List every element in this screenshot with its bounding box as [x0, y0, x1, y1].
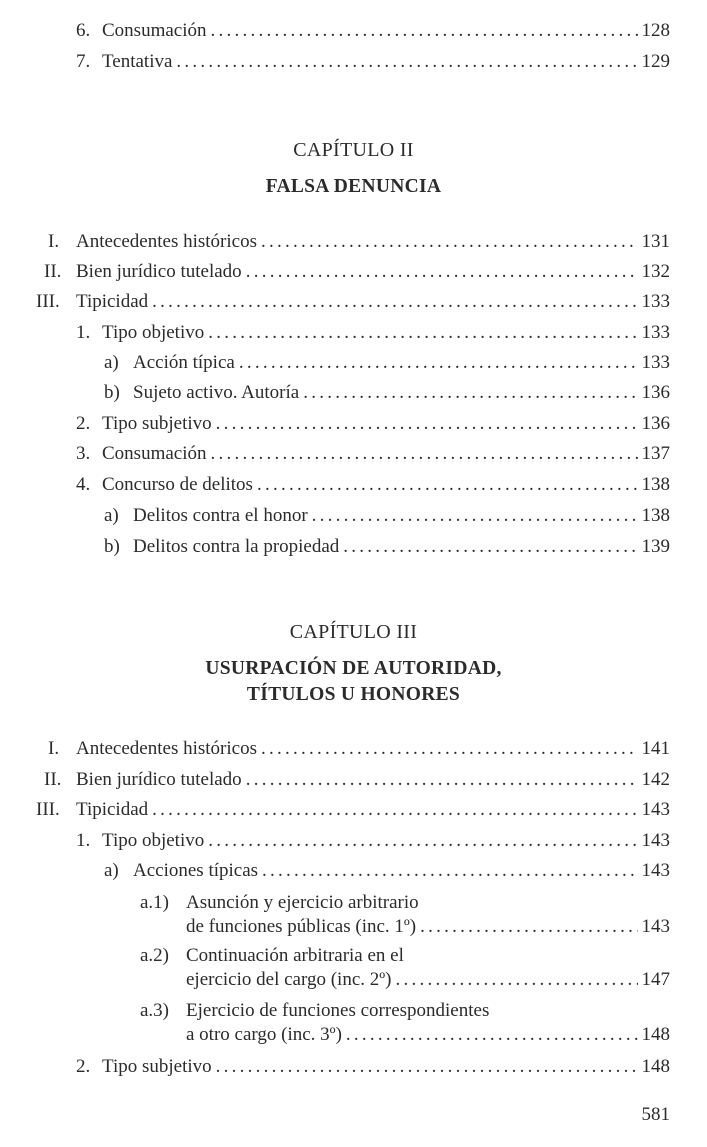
dot-leader [253, 472, 638, 498]
dot-leader [235, 350, 638, 376]
toc-entry [0, 914, 707, 940]
dot-leader [416, 914, 637, 940]
toc-entry [0, 1054, 707, 1080]
entry-title-line1: Asunción y ejercicio arbitrario [186, 892, 419, 913]
entry-number: b) [104, 382, 120, 403]
dot-leader [242, 767, 638, 793]
entry-title: Concurso de delitos [102, 474, 253, 495]
chapter-title: FALSA DENUNCIA [265, 176, 442, 197]
entry-number: a) [104, 860, 119, 881]
entry-title-line1: Continuación arbitraria en el [186, 945, 404, 966]
dot-leader [257, 736, 638, 762]
entry-page: 143 [641, 830, 670, 851]
entry-page: 147 [641, 969, 670, 990]
toc-entry [0, 858, 707, 884]
entry-title: ejercicio del cargo (inc. 2º) [186, 969, 392, 990]
chapter-title-line1: USURPACIÓN DE AUTORIDAD, [205, 658, 502, 679]
toc-entry [0, 289, 707, 315]
entry-title: Acciones típicas [133, 860, 259, 881]
entry-number: II. [44, 769, 62, 790]
dot-leader [172, 49, 637, 75]
entry-title: Tipo subjetivo [102, 1056, 212, 1077]
entry-title: Tentativa [102, 51, 173, 72]
entry-title: Delitos contra el honor [133, 505, 308, 526]
entry-title: Antecedentes históricos [76, 231, 257, 252]
toc-entry [0, 441, 707, 467]
dot-leader [308, 503, 638, 529]
entry-page: 141 [641, 738, 670, 759]
entry-number: a) [104, 352, 119, 373]
entry-page: 143 [641, 799, 670, 820]
dot-leader [204, 828, 637, 854]
toc-entry [0, 1022, 707, 1048]
entry-page: 133 [641, 322, 670, 343]
entry-page: 133 [641, 291, 670, 312]
dot-leader [212, 1054, 638, 1080]
entry-number: a) [104, 505, 119, 526]
entry-number: 7. [76, 51, 91, 72]
entry-page: 148 [641, 1056, 670, 1077]
entry-page: 137 [641, 443, 670, 464]
entry-page: 138 [641, 505, 670, 526]
entry-number: 1. [76, 322, 91, 343]
dot-leader [299, 380, 637, 406]
dot-leader [148, 797, 637, 823]
entry-title: a otro cargo (inc. 3º) [186, 1024, 342, 1045]
toc-entry [0, 411, 707, 437]
entry-number: b) [104, 536, 120, 557]
entry-page: 129 [641, 51, 670, 72]
toc-entry [0, 472, 707, 498]
entry-title: Delitos contra la propiedad [133, 536, 340, 557]
entry-title: Consumación [102, 443, 207, 464]
dot-leader [212, 411, 638, 437]
entry-page: 139 [641, 536, 670, 557]
entry-page: 136 [641, 413, 670, 434]
entry-number: 4. [76, 474, 91, 495]
dot-leader [207, 18, 638, 44]
entry-number: 3. [76, 443, 91, 464]
entry-number: 6. [76, 20, 91, 41]
entry-page: 136 [641, 382, 670, 403]
dot-leader [242, 259, 638, 285]
toc-entry [0, 967, 707, 993]
toc-entry [0, 259, 707, 285]
toc-entry-first-line [0, 890, 707, 916]
entry-number: I. [48, 231, 60, 252]
entry-number: a.1) [140, 892, 170, 913]
entry-title-line1: Ejercicio de funciones correspondientes [186, 1000, 490, 1021]
chapter-title-line2: TÍTULOS U HONORES [246, 684, 461, 705]
entry-page: 128 [641, 20, 670, 41]
dot-leader [258, 858, 637, 884]
entry-number: 2. [76, 413, 91, 434]
dot-leader [342, 1022, 638, 1048]
entry-page: 142 [641, 769, 670, 790]
entry-title: de funciones públicas (inc. 1º) [186, 916, 417, 937]
entry-title: Tipo objetivo [102, 322, 205, 343]
toc-entry [0, 49, 707, 75]
toc-entry [0, 736, 707, 762]
entry-number: 1. [76, 830, 91, 851]
dot-leader [207, 441, 638, 467]
entry-page: 143 [641, 860, 670, 881]
entry-title: Sujeto activo. Autoría [133, 382, 300, 403]
dot-leader [391, 967, 637, 993]
dot-leader [257, 229, 638, 255]
dot-leader [204, 320, 637, 346]
entry-title: Tipo objetivo [102, 830, 205, 851]
dot-leader [148, 289, 637, 315]
toc-entry [0, 18, 707, 44]
entry-title: Bien jurídico tutelado [76, 261, 242, 282]
entry-number: 2. [76, 1056, 91, 1077]
entry-number: III. [36, 799, 60, 820]
toc-entry [0, 320, 707, 346]
toc-entry [0, 503, 707, 529]
toc-entry [0, 229, 707, 255]
page-number: 581 [641, 1104, 670, 1125]
entry-number: a.2) [140, 945, 170, 966]
entry-number: a.3) [140, 1000, 170, 1021]
entry-page: 138 [641, 474, 670, 495]
chapter-number: CAPÍTULO II [293, 139, 414, 161]
toc-entry [0, 350, 707, 376]
entry-page: 131 [641, 231, 670, 252]
toc-entry-first-line [0, 998, 707, 1024]
entry-title: Bien jurídico tutelado [76, 769, 242, 790]
chapter-number: CAPÍTULO III [289, 621, 418, 643]
toc-entry [0, 380, 707, 406]
toc-entry-first-line [0, 943, 707, 969]
entry-number: III. [36, 291, 60, 312]
toc-entry [0, 767, 707, 793]
entry-number: I. [48, 738, 60, 759]
toc-entry [0, 534, 707, 560]
entry-number: II. [44, 261, 62, 282]
toc-entry [0, 797, 707, 823]
entry-title: Consumación [102, 20, 207, 41]
entry-title: Tipo subjetivo [102, 413, 212, 434]
toc-entry [0, 828, 707, 854]
entry-title: Tipicidad [76, 291, 149, 312]
entry-page: 133 [641, 352, 670, 373]
entry-page: 132 [641, 261, 670, 282]
entry-title: Antecedentes históricos [76, 738, 257, 759]
entry-page: 148 [641, 1024, 670, 1045]
dot-leader [339, 534, 637, 560]
entry-title: Tipicidad [76, 799, 149, 820]
entry-page: 143 [641, 916, 670, 937]
entry-title: Acción típica [133, 352, 235, 373]
